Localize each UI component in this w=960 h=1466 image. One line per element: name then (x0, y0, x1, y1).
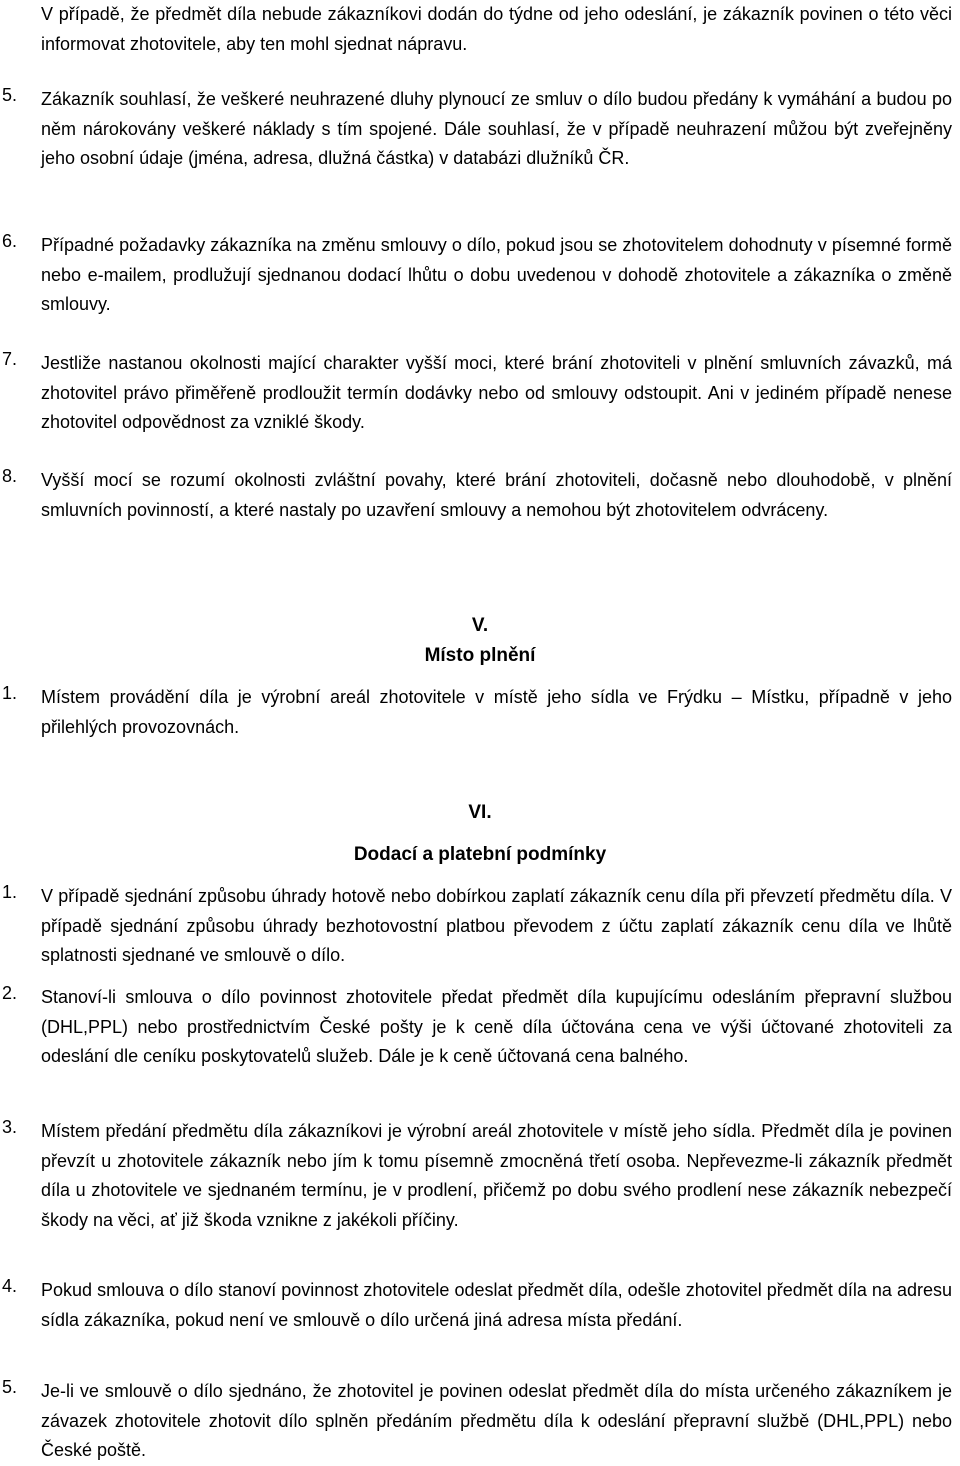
paragraph-text: V případě, že předmět díla nebude zákazníkovi dodán do týdne od jeho odeslání, je zákazník povinen o této věci informovat zhotovitele, aby ten mohl sjednat nápravu. (41, 4, 952, 54)
item-number: 5. (2, 1377, 18, 1397)
item-text: Stanoví-li smlouva o dílo povinnost zhotovitele předat předmět díla kupujícímu odesláním přepravní službou (DHL,PPL) nebo prostřednictvím České pošty je k ceně díla účtována cena ve výši účtované zhotoviteli za odeslání dle ceníku poskytovatelů služeb. Dále je k ceně účtovaná cena balného. (41, 987, 952, 1066)
item-number: 4. (2, 1276, 18, 1296)
section-number: V. (471, 615, 489, 636)
item-number: 6. (2, 231, 18, 251)
section-number: VI. (468, 802, 492, 823)
item-number: 3. (2, 1117, 18, 1137)
list-item (0, 1117, 956, 1235)
list-item (0, 466, 956, 525)
item-text: Místem provádění díla je výrobní areál zhotovitele v místě jeho sídla ve Frýdku – Místku, případně v jeho přilehlých provozovnách. (41, 687, 952, 737)
list-item (0, 1377, 956, 1466)
list-item (0, 231, 956, 320)
item-number: 8. (2, 466, 18, 486)
item-text: Vyšší mocí se rozumí okolnosti zvláštní povahy, které brání zhotoviteli, dočasně nebo dlouhodobě, v plnění smluvních povinností, a které nastaly po uzavření smlouvy a nemohou být zhotovitelem odvráceny. (41, 470, 952, 520)
item-text: Místem předání předmětu díla zákazníkovi je výrobní areál zhotovitele v místě jeho sídla. Předmět díla je povinen převzít u zhotovitele zákazník nebo jím k tomu písemně zmocněná třetí osoba. Nepřevezme-li zákazník předmět díla u zhotovitele ve sjednaném termínu, je v prodlení, přičemž po dobu svého prodlení nese zákazník nebezpečí škody na věci, ať již škoda vznikne z jakékoli příčiny. (41, 1121, 952, 1230)
intro-paragraph (0, 0, 956, 59)
item-number: 2. (2, 983, 18, 1003)
list-item (0, 349, 956, 438)
item-text: Jestliže nastanou okolnosti mající charakter vyšší moci, které brání zhotoviteli v plnění smluvních závazků, má zhotovitel právo přiměřeně prodloužit termín dodávky nebo od smlouvy odstoupit. Ani v jediném případě nenese zhotovitel odpovědnost za vzniklé škody. (41, 353, 952, 432)
list-item (0, 983, 956, 1072)
list-item (0, 1276, 956, 1335)
section-title: Dodací a platební podmínky (353, 844, 607, 865)
item-number: 7. (2, 349, 18, 369)
item-text: V případě sjednání způsobu úhrady hotově nebo dobírkou zaplatí zákazník cenu díla při převzetí předmětu díla. V případě sjednání způsobu úhrady bezhotovostní platbou převodem z účtu zaplatí zákazník cenu díla ve lhůtě splatnosti sjednané ve smlouvě o dílo. (41, 886, 952, 965)
list-item (0, 85, 956, 174)
list-item (0, 683, 956, 742)
list-item (0, 882, 956, 971)
item-text: Případné požadavky zákazníka na změnu smlouvy o dílo, pokud jsou se zhotovitelem dohodnuty v písemné formě nebo e-mailem, prodlužují sjednanou dodací lhůtu o dobu uvedenou v dohodě zhotovitele a zákazníka o změně smlouvy. (41, 235, 952, 314)
item-text: Je-li ve smlouvě o dílo sjednáno, že zhotovitel je povinen odeslat předmět díla do místa určeného zákazníkem je závazek zhotovitele zhotovit dílo splněn předáním předmětu díla k odeslání přepravní službě (DHL,PPL) nebo České poště. (41, 1381, 952, 1460)
item-text: Pokud smlouva o dílo stanoví povinnost zhotovitele odeslat předmět díla, odešle zhotovitel předmět díla na adresu sídla zákazníka, pokud není ve smlouvě o dílo určená jiná adresa místa předání. (41, 1280, 952, 1330)
item-number: 5. (2, 85, 18, 105)
item-number: 1. (2, 683, 18, 703)
item-text: Zákazník souhlasí, že veškeré neuhrazené dluhy plynoucí ze smluv o dílo budou předány k vymáhání a budou po něm nárokovány veškeré náklady s tím spojené. Dále souhlasí, že v případě neuhrazení můžou být zveřejněny jeho osobní údaje (jména, adresa, dlužná částka) v databázi dlužníků ČR. (41, 89, 952, 168)
item-number: 1. (2, 882, 18, 902)
section-title: Místo plnění (424, 645, 536, 666)
